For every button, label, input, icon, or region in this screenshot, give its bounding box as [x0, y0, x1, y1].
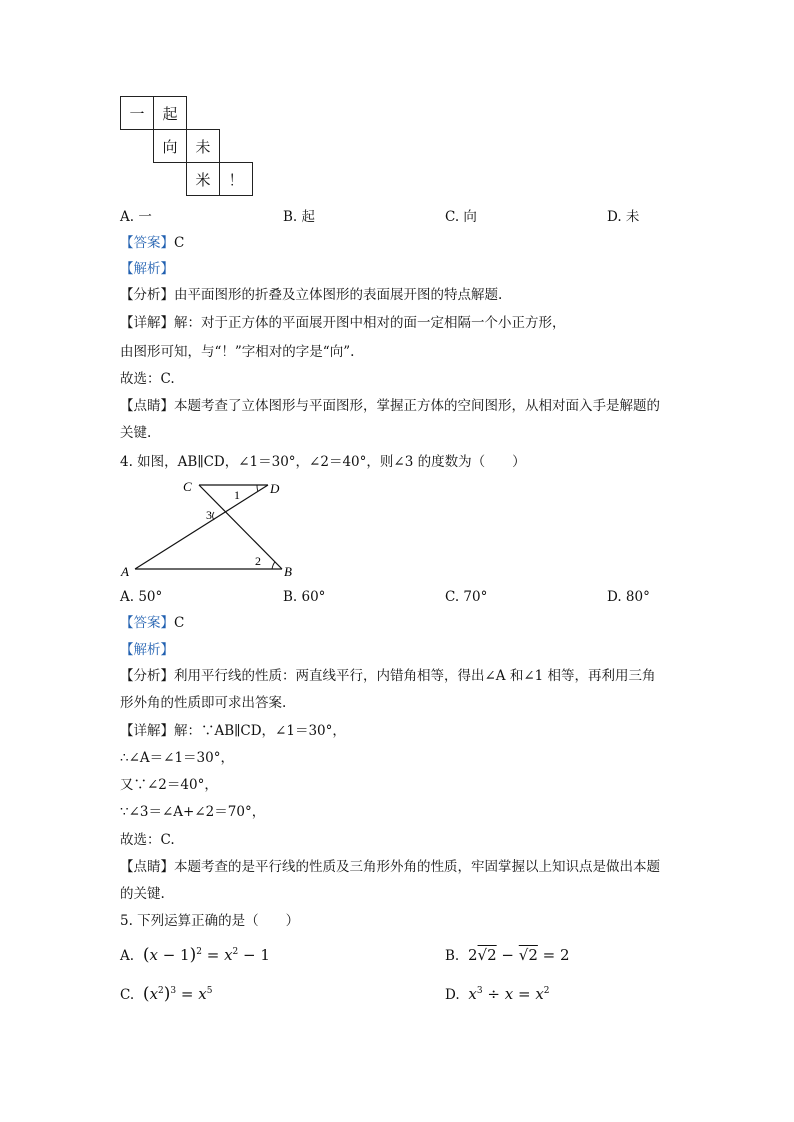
- label-a: A: [121, 564, 129, 578]
- q5-option-b: B. 2√2 − √2 = 2: [445, 946, 570, 964]
- xiangjie-text: 解：∵AB∥CD，∠1＝30°，: [174, 723, 346, 739]
- fenxi-tag: 【分析】: [120, 668, 174, 684]
- q5-option-d: D. $x^3 \div x = x^2$: [445, 985, 550, 1003]
- q4-dianjing-line2: 的关键.: [120, 886, 165, 902]
- q4-option-b: B. 60°: [283, 589, 326, 605]
- answer-value: C: [174, 235, 185, 251]
- q3-xiangjie: [120, 314, 566, 332]
- xiangjie-tag: 【详解】: [120, 723, 174, 739]
- q3-answer: [120, 234, 184, 252]
- net-cell: 未: [186, 129, 220, 163]
- dianjing-text: 本题考查了立体图形与平面图形，掌握正方体的空间图形，从相对面入手是解题的: [174, 398, 660, 414]
- net-cell: ！: [219, 162, 253, 196]
- q4-step-3: 又∵∠2＝40°，: [120, 777, 218, 793]
- answer-tag: 【答案】: [120, 615, 174, 631]
- option-label: C.: [120, 987, 135, 1003]
- net-cell: 向: [153, 129, 187, 163]
- q5-option-a: A. $(x - 1)^2 = x^2 - 1$: [120, 945, 270, 965]
- q3-option-a: A. 一: [120, 209, 152, 225]
- fenxi-text: 由平面图形的折叠及立体图形的表面展开图的特点解题.: [174, 287, 503, 303]
- q3-fenxi: [120, 286, 502, 304]
- q3-option-d: D. 未: [607, 209, 640, 225]
- q4-choose: 故选：C.: [120, 832, 175, 848]
- segment-cb: [199, 485, 282, 569]
- q4-step-2: ∴∠A＝∠1＝30°，: [120, 750, 234, 766]
- q4-step-4: ∵∠3＝∠A+∠2＝70°，: [120, 804, 266, 820]
- option-label: B.: [445, 948, 460, 964]
- answer-value: C: [174, 615, 185, 631]
- answer-tag: 【答案】: [120, 235, 174, 251]
- net-cell: 一: [120, 96, 154, 130]
- dianjing-tag: 【点睛】: [120, 859, 174, 875]
- net-cell: 米: [186, 162, 220, 196]
- dianjing-tag: 【点睛】: [120, 398, 174, 414]
- q4-fenxi-line2: 形外角的性质即可求出答案.: [120, 695, 287, 711]
- angle-arc-1: [257, 485, 258, 492]
- q4-option-d: D. 80°: [607, 589, 650, 605]
- dianjing-text: 本题考查的是平行线的性质及三角形外角的性质，牢固掌握以上知识点是做出本题: [174, 859, 660, 875]
- q4-dianjing: [120, 858, 660, 876]
- net-cell: 起: [153, 96, 187, 130]
- fenxi-text: 利用平行线的性质：两直线平行，内错角相等，得出∠A 和∠1 相等，再利用三角: [174, 668, 656, 684]
- fenxi-tag: 【分析】: [120, 287, 174, 303]
- q3-xiangjie-line2: 由图形可知，与“！”字相对的字是“向”.: [120, 344, 355, 360]
- q4-option-c: C. 70°: [445, 589, 488, 605]
- xiangjie-tag: 【详解】: [120, 315, 174, 331]
- q3-option-b: B. 起: [283, 209, 316, 225]
- xiangjie-text: 解：对于正方体的平面展开图中相对的面一定相隔一个小正方形，: [174, 315, 566, 331]
- label-b: B: [284, 564, 292, 578]
- option-label: D.: [445, 987, 460, 1003]
- label-angle-1: 1: [234, 488, 240, 502]
- q4-option-a: A. 50°: [120, 589, 163, 605]
- q4-fenxi: [120, 667, 656, 685]
- label-angle-3: 3: [206, 508, 212, 522]
- option-label: A.: [120, 948, 135, 964]
- q5-option-c: C. $(x^2)^3 = x^5$: [120, 984, 213, 1004]
- q3-analysis-tag: 【解析】: [120, 261, 174, 277]
- label-angle-2: 2: [255, 554, 261, 568]
- label-d: D: [270, 481, 280, 496]
- q5-stem: 5. 下列运算正确的是（ ）: [120, 913, 300, 929]
- segment-ad: [135, 485, 268, 569]
- label-c: C: [183, 479, 192, 494]
- q4-stem: 4. 如图，AB∥CD，∠1＝30°，∠2＝40°，则∠3 的度数为（ ）: [120, 454, 526, 470]
- q3-choose: 故选：C.: [120, 371, 175, 387]
- q3-option-c: C. 向: [445, 209, 477, 225]
- q3-dianjing-line2: 关键.: [120, 425, 152, 441]
- q4-figure: [118, 478, 318, 578]
- q3-dianjing: [120, 397, 660, 415]
- q4-xiangjie: [120, 722, 346, 740]
- q4-analysis-tag: 【解析】: [120, 642, 174, 658]
- angle-arc-2: [272, 562, 275, 569]
- q4-answer: [120, 614, 184, 632]
